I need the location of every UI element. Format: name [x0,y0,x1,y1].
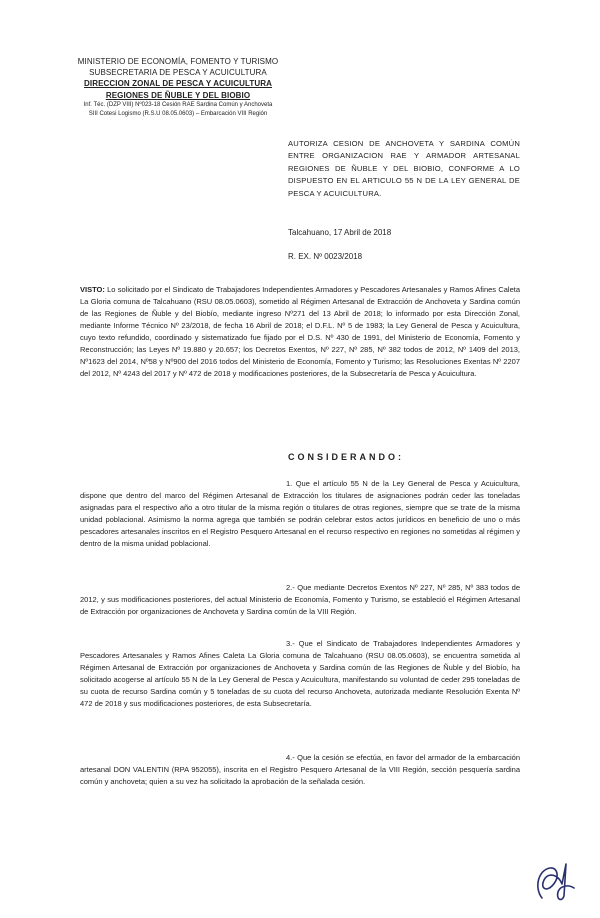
signature-mark [528,858,580,906]
resolution-subject: AUTORIZA CESION DE ANCHOVETA Y SARDINA COMÚN ENTRE ORGANIZACION RAE Y ARMADOR ARTESANAL REGIONES DE ÑUBLE Y DEL BIOBIO, CONFORME A LO DISPUESTO EN EL ARTICULO 55 N DE LA LEY GENERAL DE PESCA Y ACUICULTURA. [288,139,520,198]
resolution-date: Talcahuano, 17 Abril de 2018 [288,228,392,237]
technical-report-line: Inf. Téc. (DZP VIII) Nº023-18 Cesión RAE Sardina Común y Anchoveta [83,101,273,108]
regions-line: REGIONES DE ÑUBLE Y DEL BIOBIO [105,90,251,100]
subsecretary-line: SUBSECRETARIA DE PESCA Y ACUICULTURA [89,68,267,78]
visto-text: Lo solicitado por el Sindicato de Trabajadores Independientes Armadores y Pescadores Artesanales y Ramos Afines Caleta La Gloria comuna de Talcahuano (RSU 08.05.0603), sometido al Régimen Artesanal de Extracción de Anchoveta y Sardina común de las Regiones de Ñuble y del Biobío, mediante ingreso Nº271 del 13 Abril de 2018; lo informado por esta Dirección Zonal, mediante Informe Técnico Nº 23/2018, de fecha 16 Abril de 2018; el D.F.L. Nº 5 de 1983; la Ley General de Pesca y Acuicultura, cuyo texto refundido, coordinado y sistematizado fue fijado por el D.S. Nº 430 de 1991, del Ministerio de Economía, Fomento y Reconstrucción; las Leyes Nº 19.880 y 20.657; los Decretos Exentos, Nº 227, Nº 285, Nº 382 todos de 2012, Nº 1409 del 2013, Nº1623 del 2014, Nº58 y Nº900 del 2016 todos del Ministerio de Economía, Fomento y Turismo; las Resoluciones Exentas Nº 2207 del 2012, Nº 4243 del 2017 y Nº 472 de 2018 y modificaciones posteriores, de la Subsecretaría de Pesca y Acuicultura. [80,285,520,378]
ministry-line: MINISTERIO DE ECONOMÍA, FOMENTO Y TURISMO [77,57,279,66]
visto-paragraph [80,284,520,380]
considerando-item-3: 3.- Que el Sindicato de Trabajadores Independientes Armadores y Pescadores Artesanales y Ramos Afines Caleta La Gloria comuna de Talcahuano (RSU 08.05.0603), se encuentra sometida al Régimen Artesanal de Extracción por organizaciones de Anchoveta y Sardina común de las Regiones de Ñuble y del Biobío, ha solicitado acogerse al artículo 55 N de la Ley General de Pesca y Acuicultura, manifestando su voluntad de ceder 295 toneladas de su cuota de recurso Sardina común y 5 toneladas de su cuota del recurso Anchoveta, autorizada mediante Resolución Exenta Nº 472 de 2018 y sus modificaciones posteriores, de esta Subsecretaría. [80,639,520,708]
reference-line: SIII Cotesi Logismo (R.S.U 08.05.0603) – Embarcación VIII Región [88,110,268,117]
visto-label: VISTO: [80,285,105,294]
considerando-item-1: 1. Que el artículo 55 N de la Ley General de Pesca y Acuicultura, dispone que dentro del marco del Régimen Artesanal de Extracción los titulares de asignaciones podrán ceder las toneladas asignadas para el respectivo año a otro titular de la misma región o titulares de otras regiones, siempre que se trate de la misma unidad poblacional. Asimismo la norma agrega que también se podrán celebrar estos actos jurídicos en beneficio de uno o más pescadores artesanales inscritos en el Registro Pesquero Artesanal en el recurso respectivo en regiones no sometidas al régimen y dentro de la misma unidad poblacional. [80,479,520,548]
considerando-item-4: 4.- Que la cesión se efectúa, en favor del armador de la embarcación artesanal DON VALENTIN (RPA 952055), inscrita en el Registro Pesquero Artesanal de la VIII Región, sección pesquería sardina común y anchoveta; quien a su vez ha solicitado la aprobación de la señalada cesión. [80,753,520,786]
letterhead [58,56,298,119]
considerando-item-2: 2.- Que mediante Decretos Exentos Nº 227, Nº 285, Nº 383 todos de 2012, y sus modificaciones posteriores, del actual Ministerio de Economía, Fomento y Turismo, se estableció el Régimen Artesanal de Extracción por organizaciones de Anchoveta y Sardina común de la VIII Región. [80,583,520,616]
considerando-heading: CONSIDERANDO: [288,452,405,462]
resolution-number: R. EX. Nº 0023/2018 [288,252,363,261]
zonal-direction-line: DIRECCION ZONAL DE PESCA Y ACUICULTURA [84,79,272,89]
